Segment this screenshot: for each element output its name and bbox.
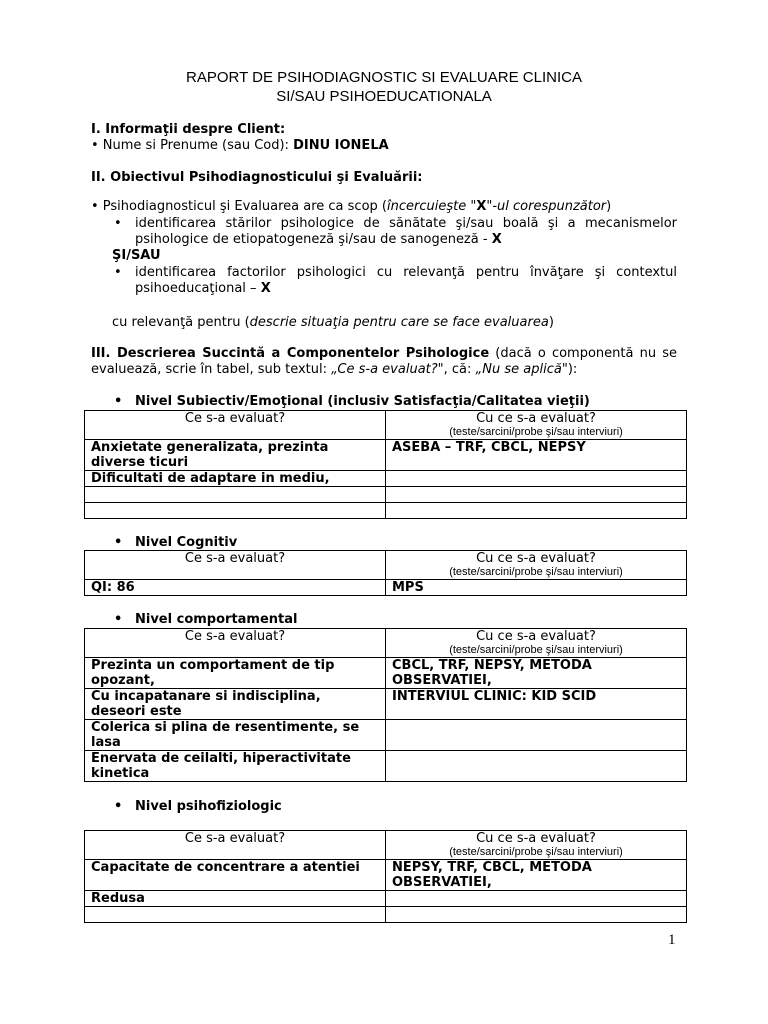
table-cell bbox=[85, 907, 386, 923]
purpose-item-2-text: identificarea factorilor psihologici cu relevanţă pentru învăţare şi contextul psihoeducaţional – bbox=[135, 265, 677, 296]
col-with-header bbox=[386, 551, 687, 580]
section1-heading: I. Informaţii despre Client: bbox=[91, 122, 286, 137]
table-cell: ASEBA – TRF, CBCL, NEPSY bbox=[386, 440, 687, 471]
purpose-intro-x: X bbox=[476, 199, 487, 214]
col-with-title: Cu ce s-a evaluat? bbox=[476, 551, 596, 566]
table-row bbox=[85, 487, 687, 503]
table-cell bbox=[386, 503, 687, 519]
table-row bbox=[85, 503, 687, 519]
section3-note-italic-a: „Ce s-a evaluat?" bbox=[331, 362, 444, 377]
table-cell bbox=[386, 471, 687, 487]
table-psychophysiological bbox=[84, 830, 687, 923]
table-row bbox=[85, 658, 687, 689]
bullet-dot: • bbox=[114, 612, 123, 627]
table-row bbox=[85, 689, 687, 720]
bullet-dot: • bbox=[114, 216, 122, 231]
section3-heading: III. Descrierea Succintă a Componentelor Psihologice bbox=[91, 346, 490, 361]
table-cell: Redusa bbox=[85, 891, 386, 907]
relevance-pre: cu relevanţă pentru ( bbox=[112, 315, 250, 330]
table-cell bbox=[386, 720, 687, 751]
section3-note-mid: , că: bbox=[443, 362, 476, 377]
table-cell: Anxietate generalizata, prezinta diverse ticuri bbox=[85, 440, 386, 471]
purpose-intro-pre: • Psihodiagnosticul şi Evaluarea are ca scop ( bbox=[91, 199, 387, 214]
purpose-item-2 bbox=[135, 265, 677, 297]
table-cell: Prezinta un comportament de tip opozant, bbox=[85, 658, 386, 689]
table-cell bbox=[386, 751, 687, 782]
col-what-header: Ce s-a evaluat? bbox=[85, 629, 386, 658]
col-with-subtitle: (teste/sarcini/probe şi/sau interviuri) bbox=[449, 426, 623, 438]
table-subjective bbox=[84, 410, 687, 519]
purpose-intro bbox=[91, 199, 611, 215]
purpose-item-1 bbox=[135, 216, 677, 248]
relevance-post: ) bbox=[548, 315, 554, 330]
bullet-dot: • bbox=[114, 535, 123, 550]
col-what-header: Ce s-a evaluat? bbox=[85, 411, 386, 440]
table-cell: CBCL, TRF, NEPSY, METODA OBSERVATIEI, bbox=[386, 658, 687, 689]
table-row bbox=[85, 891, 687, 907]
table-cell: Cu incapatanare si indisciplina, deseori este bbox=[85, 689, 386, 720]
table-cell: INTERVIUL CLINIC: KID SCID bbox=[386, 689, 687, 720]
table-row bbox=[85, 580, 687, 596]
table-header-row bbox=[85, 551, 687, 580]
purpose-item-1-text: identificarea stărilor psihologice de sănătate şi/sau boală şi a mecanismelor psihologice de etiopatogeneză şi/sau de sanogeneză - bbox=[135, 216, 677, 247]
table-cell: Enervata de ceilalti, hiperactivitate kinetica bbox=[85, 751, 386, 782]
report-title-line2: SI/SAU PSIHOEDUCATIONALA bbox=[276, 88, 492, 105]
client-name-label: • Nume si Prenume (sau Cod): bbox=[91, 138, 294, 153]
level-title-cognitive: Nivel Cognitiv bbox=[135, 535, 238, 550]
col-with-subtitle: (teste/sarcini/probe şi/sau interviuri) bbox=[449, 846, 623, 858]
table-cell bbox=[85, 503, 386, 519]
table-row bbox=[85, 720, 687, 751]
bullet-dot: • bbox=[114, 394, 123, 409]
col-with-subtitle: (teste/sarcini/probe şi/sau interviuri) bbox=[449, 644, 623, 656]
col-what-header: Ce s-a evaluat? bbox=[85, 551, 386, 580]
section3-note-italic-b: „Nu se aplică" bbox=[475, 362, 568, 377]
col-with-header bbox=[386, 831, 687, 860]
purpose-intro-post: ) bbox=[606, 199, 612, 214]
purpose-intro-italic-b: "-ul corespunzător bbox=[486, 199, 607, 214]
col-with-title: Cu ce s-a evaluat? bbox=[476, 411, 596, 426]
table-header-row bbox=[85, 411, 687, 440]
table-cell bbox=[85, 487, 386, 503]
purpose-item-1-mark: X bbox=[491, 232, 502, 247]
table-row bbox=[85, 440, 687, 471]
col-with-title: Cu ce s-a evaluat? bbox=[476, 629, 596, 644]
report-title-line1: RAPORT DE PSIHODIAGNOSTIC SI EVALUARE CLINICA bbox=[186, 69, 582, 86]
table-cell bbox=[386, 907, 687, 923]
table-cell: NEPSY, TRF, CBCL, METODA OBSERVATIEI, bbox=[386, 860, 687, 891]
section2-heading: II. Obiectivul Psihodiagnosticului şi Evaluării: bbox=[91, 170, 423, 185]
table-cognitive bbox=[84, 550, 687, 596]
col-with-header bbox=[386, 411, 687, 440]
col-with-header bbox=[386, 629, 687, 658]
level-title-behavioral: Nivel comportamental bbox=[135, 612, 298, 627]
table-cell: QI: 86 bbox=[85, 580, 386, 596]
client-name-value: DINU IONELA bbox=[293, 138, 389, 153]
table-row bbox=[85, 471, 687, 487]
purpose-item-2-mark: X bbox=[260, 281, 271, 296]
section3-note-pre: (dacă o componentă nu se evaluează, scrie în tabel, sub textul: bbox=[91, 346, 678, 377]
table-header-row bbox=[85, 831, 687, 860]
section3-intro bbox=[91, 346, 677, 378]
relevance-italic: descrie situaţia pentru care se face evaluarea bbox=[249, 315, 549, 330]
si-sau-label: ŞI/SAU bbox=[112, 248, 161, 263]
table-cell: Capacitate de concentrare a atentiei bbox=[85, 860, 386, 891]
level-title-psychophysiological: Nivel psihofiziologic bbox=[135, 799, 282, 814]
col-what-header: Ce s-a evaluat? bbox=[85, 831, 386, 860]
table-behavioral bbox=[84, 628, 687, 782]
table-cell: MPS bbox=[386, 580, 687, 596]
col-with-subtitle: (teste/sarcini/probe şi/sau interviuri) bbox=[449, 566, 623, 578]
table-cell bbox=[386, 891, 687, 907]
table-cell: Dificultati de adaptare in mediu, bbox=[85, 471, 386, 487]
table-header-row bbox=[85, 629, 687, 658]
table-row bbox=[85, 907, 687, 923]
table-cell: Colerica si plina de resentimente, se lasa bbox=[85, 720, 386, 751]
page-number: 1 bbox=[668, 932, 676, 948]
bullet-dot: • bbox=[114, 799, 123, 814]
table-row bbox=[85, 751, 687, 782]
level-title-subjective: Nivel Subiectiv/Emoţional (inclusiv Satisfacţia/Calitatea vieţii) bbox=[135, 394, 590, 409]
table-row bbox=[85, 860, 687, 891]
col-with-title: Cu ce s-a evaluat? bbox=[476, 831, 596, 846]
relevance-line bbox=[112, 315, 554, 331]
client-name-line bbox=[91, 138, 389, 154]
table-cell bbox=[386, 487, 687, 503]
bullet-dot: • bbox=[114, 265, 122, 280]
purpose-intro-italic-a: încercuieşte " bbox=[386, 199, 477, 214]
section3-note-post: ): bbox=[567, 362, 578, 377]
